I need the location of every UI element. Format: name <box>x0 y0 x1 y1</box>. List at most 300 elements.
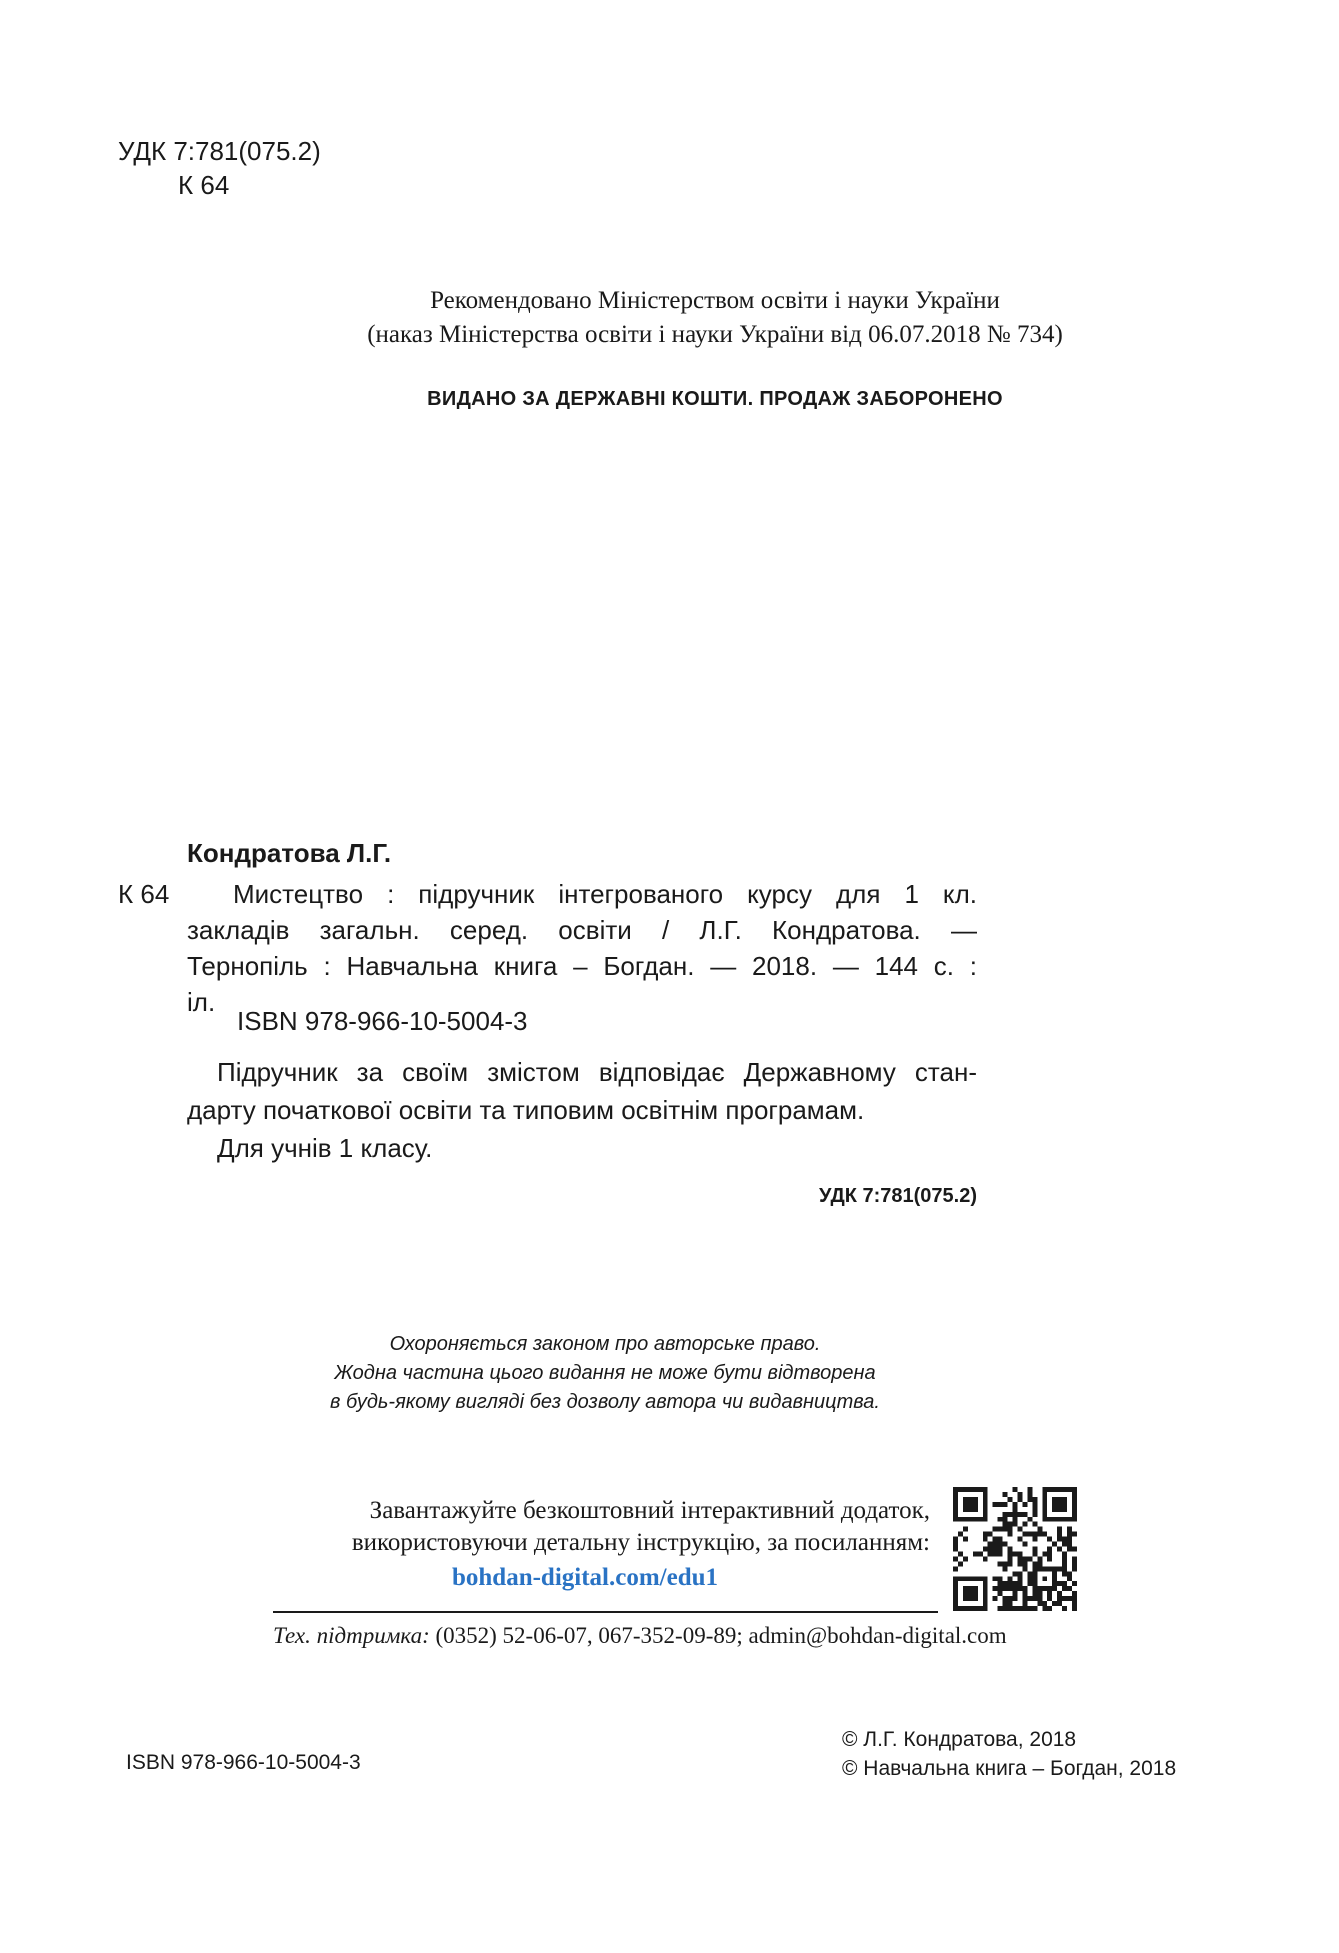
qr-module <box>1072 1532 1077 1537</box>
qr-module <box>973 1576 978 1581</box>
qr-module <box>993 1502 998 1507</box>
qr-module <box>988 1547 993 1552</box>
qr-module <box>963 1576 968 1581</box>
qr-module <box>978 1517 983 1522</box>
qr-module <box>1057 1497 1062 1502</box>
qr-module <box>1027 1571 1032 1576</box>
qr-module <box>1072 1596 1077 1601</box>
qr-module <box>953 1542 958 1547</box>
qr-module <box>983 1487 988 1492</box>
qr-module <box>1022 1522 1027 1527</box>
qr-module <box>1062 1502 1067 1507</box>
qr-module <box>1008 1606 1013 1611</box>
qr-module <box>1042 1507 1047 1512</box>
qr-module <box>953 1492 958 1497</box>
qr-module <box>1047 1517 1052 1522</box>
qr-module <box>1032 1606 1037 1611</box>
qr-module <box>1047 1586 1052 1591</box>
qr-module <box>1062 1596 1067 1601</box>
qr-module <box>1057 1596 1062 1601</box>
qr-module <box>1062 1556 1067 1561</box>
qr-module <box>1003 1522 1008 1527</box>
qr-module <box>963 1586 968 1591</box>
qr-module <box>1013 1571 1018 1576</box>
qr-module <box>1008 1581 1013 1586</box>
qr-module <box>998 1581 1003 1586</box>
qr-module <box>1047 1606 1052 1611</box>
download-line-2: використовуючи детальну інструкцію, за посиланням: <box>351 1529 930 1556</box>
qr-module <box>973 1586 978 1591</box>
qr-module <box>1067 1532 1072 1537</box>
qr-module <box>1072 1566 1077 1571</box>
qr-module <box>983 1497 988 1502</box>
qr-module <box>1072 1492 1077 1497</box>
qr-module <box>1032 1581 1037 1586</box>
qr-module <box>1067 1517 1072 1522</box>
qr-module <box>998 1591 1003 1596</box>
qr-module <box>1047 1556 1052 1561</box>
qr-module <box>958 1606 963 1611</box>
qr-module <box>1072 1601 1077 1606</box>
qr-module <box>1072 1512 1077 1517</box>
qr-module <box>1027 1487 1032 1492</box>
copyright-notice <box>240 1330 970 1417</box>
qr-module <box>1008 1527 1013 1532</box>
qr-module <box>958 1576 963 1581</box>
qr-module <box>1062 1497 1067 1502</box>
qr-module <box>1037 1561 1042 1566</box>
qr-module <box>968 1517 973 1522</box>
qr-module <box>953 1517 958 1522</box>
copyright-author: © Л.Г. Кондратова, 2018 <box>842 1728 1077 1751</box>
qr-code-icon[interactable] <box>953 1487 1077 1611</box>
udk-code: УДК 7:781(075.2) <box>118 136 321 166</box>
qr-module <box>1032 1586 1037 1591</box>
qr-module <box>1003 1502 1008 1507</box>
qr-module <box>1008 1601 1013 1606</box>
state-funds-notice: ВИДАНО ЗА ДЕРЖАВНІ КОШТИ. ПРОДАЖ ЗАБОРОНЕНО <box>427 388 1003 410</box>
qr-module <box>1008 1497 1013 1502</box>
qr-module <box>1017 1512 1022 1517</box>
bibliographic-line: Тернопіль : Навчальна книга – Богдан. — 2018. — 144 с. : <box>187 951 977 981</box>
author-name: Кондратова Л.Г. <box>187 838 392 868</box>
qr-module <box>1017 1561 1022 1566</box>
qr-module <box>1067 1596 1072 1601</box>
qr-module <box>1013 1517 1018 1522</box>
qr-module <box>1008 1522 1013 1527</box>
qr-module <box>1072 1497 1077 1502</box>
copyright-notice-line: в будь-якому вигляді без дозволу автора чи видавництва. <box>330 1391 880 1413</box>
qr-module <box>983 1507 988 1512</box>
qr-module <box>973 1591 978 1596</box>
qr-module <box>1067 1547 1072 1552</box>
bibliographic-line: Мистецтво : підручник інтегрованого курсу для 1 кл. <box>233 879 977 909</box>
qr-module <box>1047 1566 1052 1571</box>
qr-module <box>1017 1606 1022 1611</box>
qr-module <box>953 1566 958 1571</box>
qr-module <box>1017 1556 1022 1561</box>
annotation-line: Для учнів 1 класу. <box>217 1133 433 1163</box>
qr-module <box>1072 1547 1077 1552</box>
qr-module <box>1032 1522 1037 1527</box>
qr-module <box>983 1576 988 1581</box>
qr-module <box>958 1517 963 1522</box>
qr-module <box>1013 1596 1018 1601</box>
qr-module <box>1067 1542 1072 1547</box>
qr-module <box>1032 1566 1037 1571</box>
qr-module <box>1062 1507 1067 1512</box>
qr-code-graphic <box>953 1487 1077 1611</box>
qr-module <box>1022 1556 1027 1561</box>
qr-module <box>953 1586 958 1591</box>
qr-module <box>1027 1517 1032 1522</box>
qr-module <box>983 1517 988 1522</box>
qr-module <box>973 1517 978 1522</box>
qr-module <box>1022 1512 1027 1517</box>
qr-module <box>1032 1537 1037 1542</box>
qr-module <box>963 1537 968 1542</box>
annotation-line: дарту початкової освіти та типовим освітнім програмам. <box>187 1095 865 1125</box>
qr-module <box>1062 1586 1067 1591</box>
bibliographic-k-code: К 64 <box>118 879 170 909</box>
qr-module <box>1057 1527 1062 1532</box>
qr-module <box>1042 1551 1047 1556</box>
qr-module <box>1008 1547 1013 1552</box>
qr-module <box>1027 1532 1032 1537</box>
qr-module <box>1022 1596 1027 1601</box>
qr-module <box>953 1596 958 1601</box>
qr-module <box>1013 1581 1018 1586</box>
copyright-notice-line: Охороняється законом про авторське право. <box>389 1333 821 1355</box>
tech-support <box>273 1623 1007 1649</box>
tech-support-details: (0352) 52-06-07, 067-352-09-89; admin@bohdan-digital.com <box>429 1623 1007 1648</box>
qr-module <box>1032 1561 1037 1566</box>
qr-module <box>1062 1571 1067 1576</box>
qr-module <box>1008 1586 1013 1591</box>
qr-module <box>1062 1606 1067 1611</box>
qr-module <box>998 1551 1003 1556</box>
qr-module <box>1072 1581 1077 1586</box>
qr-module <box>998 1547 1003 1552</box>
bibliographic-line: закладів загальн. серед. освіти / Л.Г. Кондратова. — <box>187 915 977 945</box>
qr-module <box>968 1497 973 1502</box>
qr-module <box>1062 1487 1067 1492</box>
qr-module <box>1062 1566 1067 1571</box>
qr-module <box>1057 1581 1062 1586</box>
qr-module <box>953 1556 958 1561</box>
qr-module <box>968 1586 973 1591</box>
annotation-line: Підручник за своїм змістом відповідає Державному стан- <box>217 1057 977 1087</box>
qr-module <box>983 1492 988 1497</box>
qr-module <box>1047 1487 1052 1492</box>
author-sign-code: К 64 <box>178 170 230 200</box>
qr-module <box>1022 1532 1027 1537</box>
qr-module <box>1047 1547 1052 1552</box>
qr-module <box>953 1601 958 1606</box>
qr-module <box>1037 1556 1042 1561</box>
qr-module <box>1047 1537 1052 1542</box>
qr-module <box>1027 1492 1032 1497</box>
qr-module <box>1017 1586 1022 1591</box>
qr-module <box>958 1561 963 1566</box>
tech-support-label: Тех. підтримка: <box>273 1623 430 1648</box>
qr-module <box>1052 1566 1057 1571</box>
qr-module <box>1017 1571 1022 1576</box>
qr-module <box>1042 1601 1047 1606</box>
qr-module <box>1003 1517 1008 1522</box>
qr-module <box>963 1527 968 1532</box>
qr-module <box>1067 1527 1072 1532</box>
qr-module <box>1032 1571 1037 1576</box>
qr-module <box>978 1487 983 1492</box>
qr-module <box>1052 1576 1057 1581</box>
qr-module <box>1057 1547 1062 1552</box>
qr-module <box>1042 1532 1047 1537</box>
qr-module <box>998 1537 1003 1542</box>
qr-module <box>1057 1532 1062 1537</box>
qr-module <box>993 1576 998 1581</box>
qr-module <box>973 1497 978 1502</box>
qr-module <box>1017 1576 1022 1581</box>
qr-module <box>1013 1606 1018 1611</box>
qr-module <box>998 1606 1003 1611</box>
qr-module <box>953 1507 958 1512</box>
qr-module <box>1047 1591 1052 1596</box>
qr-module <box>953 1487 958 1492</box>
qr-module <box>1042 1586 1047 1591</box>
bibliographic-isbn: ISBN 978-966-10-5004-3 <box>237 1006 528 1036</box>
qr-module <box>1032 1591 1037 1596</box>
qr-module <box>993 1586 998 1591</box>
qr-module <box>1022 1502 1027 1507</box>
qr-module <box>968 1502 973 1507</box>
copyright-block <box>842 1725 1176 1783</box>
qr-module <box>1003 1561 1008 1566</box>
qr-module <box>983 1502 988 1507</box>
qr-module <box>1047 1596 1052 1601</box>
qr-module <box>1057 1591 1062 1596</box>
qr-module <box>968 1507 973 1512</box>
qr-module <box>973 1606 978 1611</box>
qr-module <box>1052 1581 1057 1586</box>
qr-module <box>1022 1586 1027 1591</box>
qr-module <box>1027 1576 1032 1581</box>
qr-module <box>993 1537 998 1542</box>
qr-module <box>953 1591 958 1596</box>
qr-module <box>973 1507 978 1512</box>
qr-module <box>1052 1502 1057 1507</box>
qr-module <box>1072 1517 1077 1522</box>
qr-module <box>993 1596 998 1601</box>
annotation <box>187 1053 977 1167</box>
qr-module <box>983 1591 988 1596</box>
qr-module <box>983 1512 988 1517</box>
qr-module <box>1062 1581 1067 1586</box>
qr-module <box>998 1517 1003 1522</box>
qr-module <box>1013 1551 1018 1556</box>
qr-module <box>1052 1517 1057 1522</box>
qr-module <box>1057 1537 1062 1542</box>
qr-module <box>983 1581 988 1586</box>
qr-module <box>953 1581 958 1586</box>
qr-module <box>1057 1517 1062 1522</box>
qr-module <box>968 1576 973 1581</box>
qr-module <box>1017 1492 1022 1497</box>
qr-module <box>1003 1596 1008 1601</box>
qr-module <box>1042 1512 1047 1517</box>
qr-module <box>1062 1561 1067 1566</box>
qr-module <box>1067 1487 1072 1492</box>
qr-module <box>1037 1566 1042 1571</box>
qr-module <box>953 1576 958 1581</box>
qr-module <box>1072 1561 1077 1566</box>
qr-module <box>1003 1542 1008 1547</box>
qr-module <box>1008 1512 1013 1517</box>
qr-module <box>1032 1551 1037 1556</box>
qr-module <box>1032 1596 1037 1601</box>
qr-module <box>1008 1596 1013 1601</box>
qr-module <box>1003 1601 1008 1606</box>
qr-module <box>958 1532 963 1537</box>
qr-module <box>1067 1537 1072 1542</box>
qr-module <box>968 1606 973 1611</box>
qr-module <box>1017 1581 1022 1586</box>
qr-module <box>983 1601 988 1606</box>
qr-module <box>963 1556 968 1561</box>
qr-module <box>1052 1586 1057 1591</box>
qr-module <box>1042 1606 1047 1611</box>
qr-module <box>1003 1606 1008 1611</box>
qr-module <box>1013 1512 1018 1517</box>
qr-module <box>993 1527 998 1532</box>
ministry-recommendation <box>240 284 1190 352</box>
qr-module <box>953 1497 958 1502</box>
qr-module <box>963 1502 968 1507</box>
qr-module <box>1027 1497 1032 1502</box>
recommendation-line-2: (наказ Міністерства освіти і науки України від 06.07.2018 № 734) <box>367 321 1063 348</box>
qr-module <box>1013 1522 1018 1527</box>
qr-module <box>1022 1591 1027 1596</box>
copyright-notice-line: Жодна частина цього видання не може бути відтворена <box>334 1362 876 1384</box>
qr-module <box>958 1551 963 1556</box>
qr-module <box>1017 1497 1022 1502</box>
qr-module <box>1003 1581 1008 1586</box>
qr-module <box>1013 1586 1018 1591</box>
download-line-1: Завантажуйте безкоштовний інтерактивний додаток, <box>369 1497 930 1524</box>
qr-module <box>1003 1586 1008 1591</box>
qr-module <box>1003 1527 1008 1532</box>
qr-module <box>1037 1527 1042 1532</box>
udk-code-bottom: УДК 7:781(075.2) <box>819 1185 977 1207</box>
qr-module <box>1067 1576 1072 1581</box>
qr-module <box>998 1527 1003 1532</box>
qr-module <box>963 1507 968 1512</box>
qr-module <box>983 1556 988 1561</box>
qr-module <box>998 1586 1003 1591</box>
qr-module <box>1032 1512 1037 1517</box>
qr-module <box>1032 1532 1037 1537</box>
qr-module <box>1027 1606 1032 1611</box>
qr-module <box>983 1586 988 1591</box>
recommendation-line-1: Рекомендовано Міністерством освіти і науки України <box>430 287 1000 314</box>
qr-module <box>1008 1556 1013 1561</box>
qr-module <box>978 1576 983 1581</box>
isbn: ISBN 978-966-10-5004-3 <box>126 1751 361 1774</box>
qr-module <box>1032 1547 1037 1552</box>
qr-module <box>1027 1581 1032 1586</box>
qr-module <box>1017 1537 1022 1542</box>
qr-module <box>1052 1497 1057 1502</box>
qr-module <box>1042 1502 1047 1507</box>
qr-module <box>1072 1487 1077 1492</box>
qr-module <box>963 1497 968 1502</box>
qr-module <box>1037 1596 1042 1601</box>
qr-module <box>958 1487 963 1492</box>
qr-module <box>1057 1566 1062 1571</box>
qr-module <box>1062 1537 1067 1542</box>
qr-module <box>953 1606 958 1611</box>
qr-module <box>998 1542 1003 1547</box>
qr-module <box>963 1517 968 1522</box>
qr-module <box>1008 1576 1013 1581</box>
qr-module <box>1022 1606 1027 1611</box>
qr-module <box>1062 1551 1067 1556</box>
qr-module <box>1032 1502 1037 1507</box>
qr-module <box>1013 1507 1018 1512</box>
qr-module <box>1013 1591 1018 1596</box>
qr-module <box>988 1551 993 1556</box>
bibliographic-line: іл. <box>187 987 216 1017</box>
qr-module <box>1052 1571 1057 1576</box>
qr-module <box>1057 1601 1062 1606</box>
qr-module <box>953 1512 958 1517</box>
qr-module <box>1037 1601 1042 1606</box>
qr-module <box>1027 1556 1032 1561</box>
qr-module <box>1072 1507 1077 1512</box>
qr-module <box>978 1551 983 1556</box>
qr-module <box>1052 1487 1057 1492</box>
divider <box>273 1611 938 1613</box>
qr-module <box>1057 1507 1062 1512</box>
qr-module <box>973 1596 978 1601</box>
copyright-publisher: © Навчальна книга – Богдан, 2018 <box>842 1757 1177 1780</box>
qr-module <box>1042 1517 1047 1522</box>
qr-module <box>998 1502 1003 1507</box>
qr-module <box>1037 1532 1042 1537</box>
qr-module <box>1003 1512 1008 1517</box>
qr-module <box>973 1502 978 1507</box>
qr-module <box>988 1542 993 1547</box>
qr-module <box>993 1547 998 1552</box>
qr-module <box>1052 1542 1057 1547</box>
qr-module <box>1042 1487 1047 1492</box>
qr-module <box>968 1591 973 1596</box>
qr-module <box>1042 1566 1047 1571</box>
qr-module <box>1047 1551 1052 1556</box>
qr-module <box>1003 1492 1008 1497</box>
qr-module <box>1042 1576 1047 1581</box>
qr-module <box>1032 1507 1037 1512</box>
qr-module <box>953 1537 958 1542</box>
qr-module <box>1008 1561 1013 1566</box>
qr-module <box>1062 1517 1067 1522</box>
download-link[interactable]: bohdan-digital.com/edu1 <box>451 1564 719 1591</box>
qr-module <box>983 1547 988 1552</box>
qr-module <box>1042 1497 1047 1502</box>
qr-module <box>1017 1551 1022 1556</box>
qr-module <box>1022 1566 1027 1571</box>
qr-module <box>1022 1601 1027 1606</box>
